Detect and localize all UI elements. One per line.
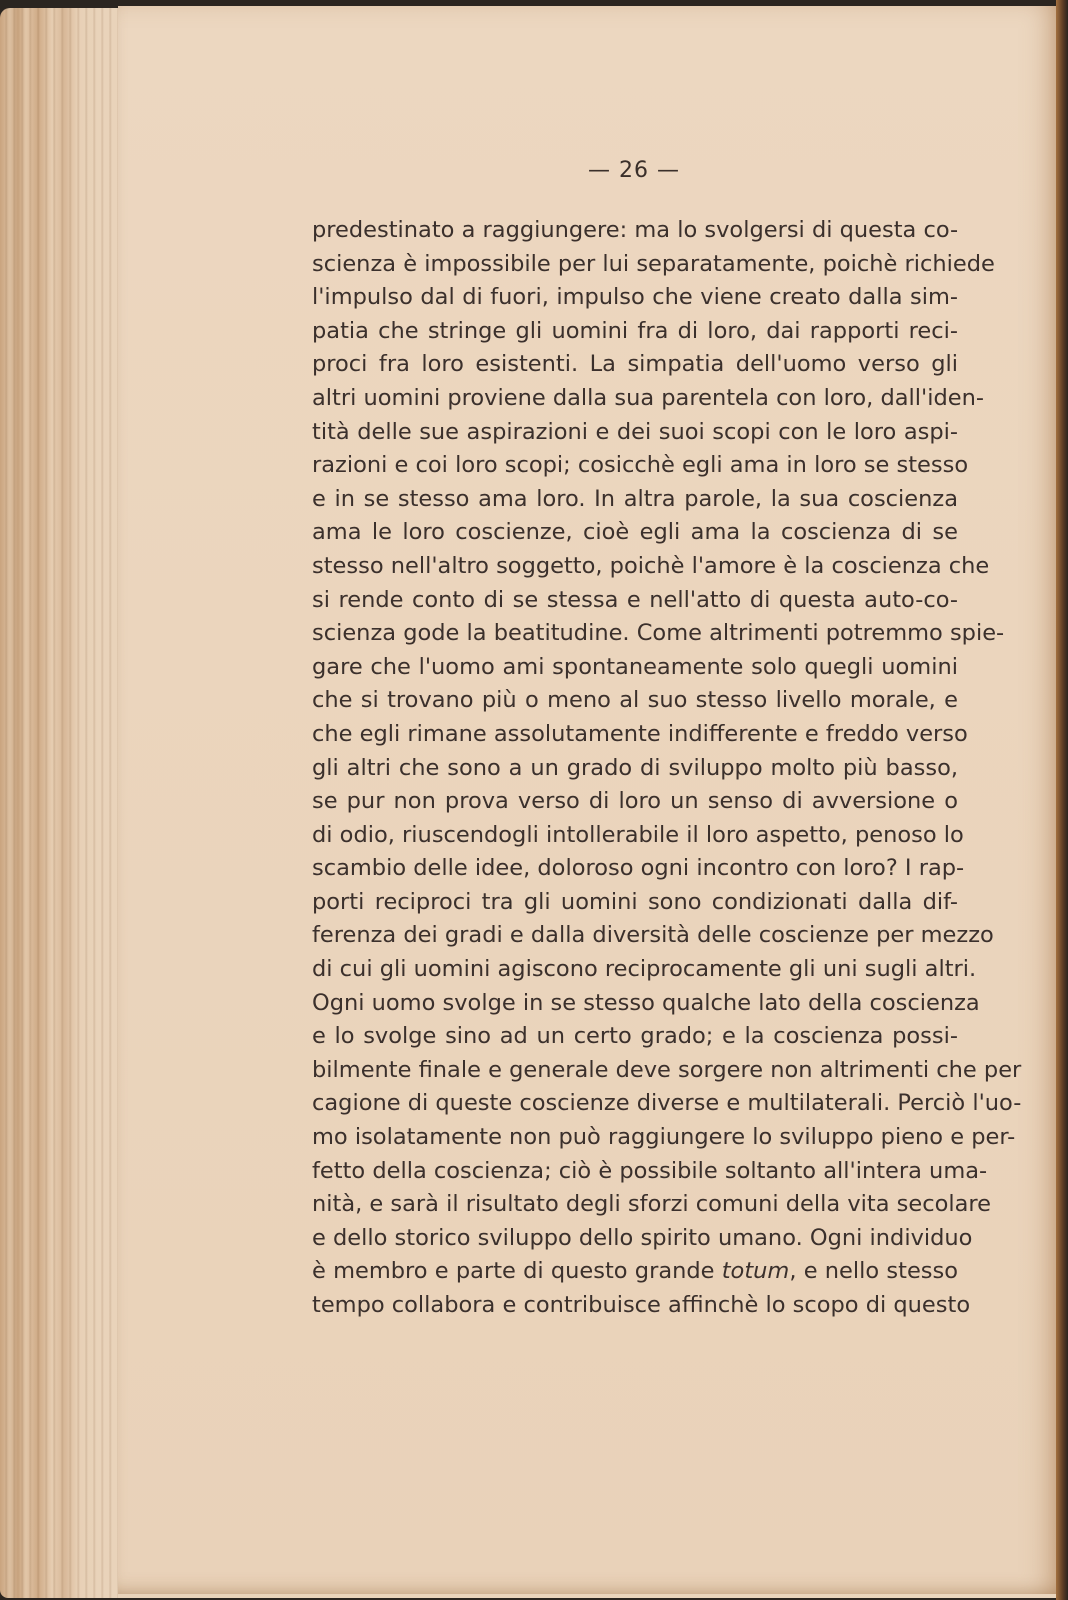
text-line: altri uomini proviene dalla sua parentela con loro, dall'iden- — [312, 384, 984, 411]
text-line: patia che stringe gli uomini fra di loro, dai rapporti reci- — [312, 317, 958, 344]
text-line: proci fra loro esistenti. La simpatia dell'uomo verso gli — [312, 351, 958, 378]
text-line: mo isolatamente non può raggiungere lo sviluppo pieno e per- — [312, 1124, 1016, 1151]
text-line: scienza è impossibile per lui separatamente, poichè richiede — [312, 250, 995, 277]
text-line: stesso nell'altro soggetto, poichè l'amore è la coscienza che — [312, 552, 990, 579]
text-line: di odio, riuscendogli intollerabile il loro aspetto, penoso lo — [312, 821, 964, 848]
text-line: bilmente finale e generale deve sorgere non altrimenti che per — [312, 1056, 1022, 1083]
text-line: si rende conto di se stessa e nell'atto di questa auto-co- — [312, 586, 958, 613]
text-line: scambio delle idee, doloroso ogni incontro con loro? I rap- — [312, 855, 965, 882]
text-line: tempo collabora e contribuisce affinchè lo scopo di questo — [312, 1292, 971, 1318]
italic-word: totum — [721, 1258, 790, 1285]
text-line: gli altri che sono a un grado di sviluppo molto più basso, — [312, 754, 958, 781]
text-line: e lo svolge sino ad un certo grado; e la coscienza possi- — [312, 1023, 958, 1050]
text-line: ama le loro coscienze, cioè egli ama la coscienza di se — [312, 519, 958, 546]
text-line: se pur non prova verso di loro un senso di avversione o — [312, 788, 958, 815]
text-line: nità, e sarà il risultato degli sforzi comuni della vita secolare — [312, 1191, 992, 1218]
text-line: porti reciproci tra gli uomini sono condizionati dalla dif- — [312, 888, 958, 915]
page-right-edge — [1056, 0, 1068, 1600]
page-number: — 26 — — [588, 158, 680, 183]
text-line: fetto della coscienza; ciò è possibile soltanto all'intera uma- — [312, 1157, 988, 1184]
text-line: che egli rimane assolutamente indifferente e freddo verso — [312, 720, 968, 747]
text-line: l'impulso dal di fuori, impulso che viene creato dalla sim- — [312, 284, 958, 311]
text-line: Ogni uomo svolge in se stesso qualche lato della coscienza — [312, 989, 980, 1016]
text-line: gare che l'uomo ami spontaneamente solo quegli uomini — [312, 653, 958, 680]
text-line: e in se stesso ama loro. In altra parole, la sua coscienza — [312, 485, 958, 512]
text-line: razioni e coi loro scopi; cosicchè egli ama in loro se stesso — [312, 452, 969, 479]
text-line: che si trovano più o meno al suo stesso livello morale, e — [312, 687, 958, 714]
text-line: predestinato a raggiungere: ma lo svolgersi di questa co- — [312, 217, 959, 243]
text-line: ferenza dei gradi e dalla diversità delle coscienze per mezzo — [312, 922, 994, 949]
stacked-page-edges — [0, 8, 118, 1598]
text-line: scienza gode la beatitudine. Come altrimenti potremmo spie- — [312, 620, 1005, 647]
text-line: e dello storico sviluppo dello spirito umano. Ogni individuo — [312, 1224, 973, 1251]
text-line: è membro e parte di questo grande totum, e nello stesso — [312, 1258, 958, 1285]
text-line: tità delle sue aspirazioni e dei suoi scopi con le loro aspi- — [312, 418, 958, 445]
text-line: di cui gli uomini agiscono reciprocamente gli uni sugli altri. — [312, 956, 977, 983]
text-line: cagione di queste coscienze diverse e multilaterali. Perciò l'uo- — [312, 1090, 1022, 1117]
body-text — [312, 214, 1022, 1323]
